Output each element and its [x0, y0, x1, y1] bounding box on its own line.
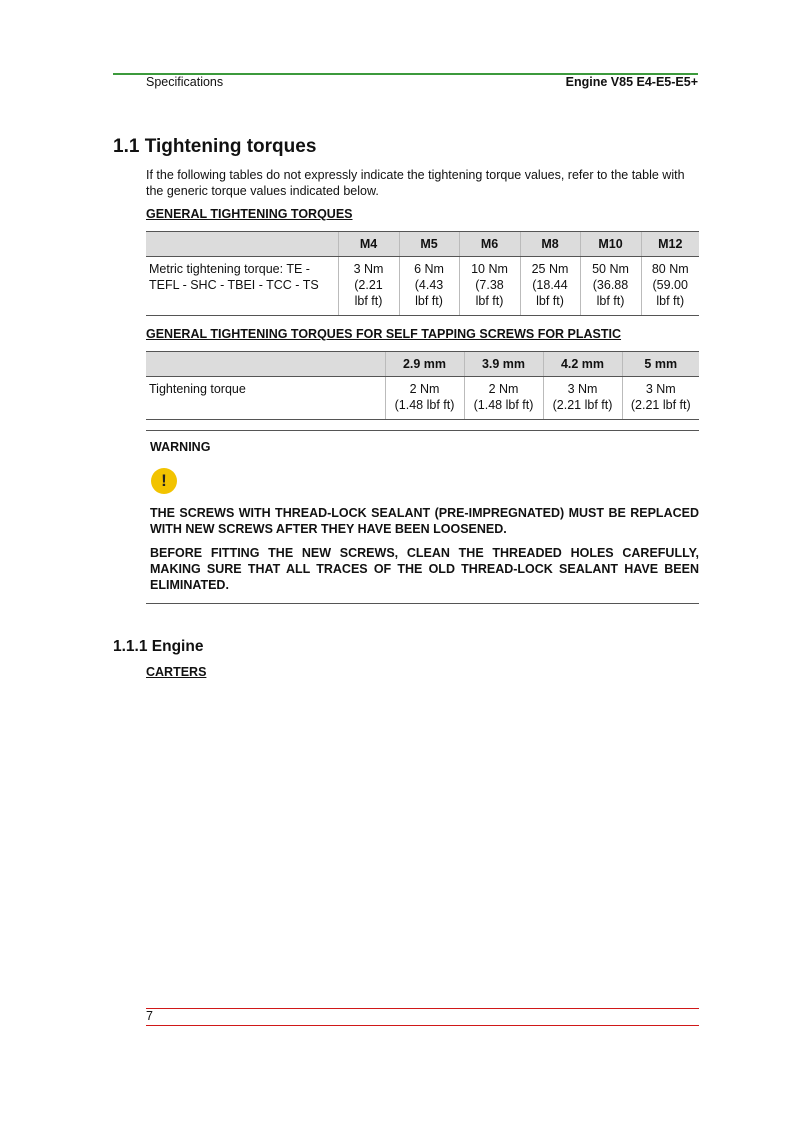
table-cell — [580, 257, 641, 316]
cell-unit: lbf ft) — [536, 294, 564, 308]
cell-nm: 3 Nm — [353, 262, 384, 276]
column-header: 3.9 mm — [464, 352, 543, 377]
page-number: 7 — [146, 1009, 153, 1023]
warning-paragraph-2: BEFORE FITTING THE NEW SCREWS, CLEAN THE THREADED HOLES CAREFULLY, MAKING SURE THAT ALL TRACES OF THE OLD THREAD-LOCK SEALANT HAVE BEEN ELIMINATED. — [150, 546, 699, 592]
torque-table-self-tapping — [146, 351, 699, 420]
column-header: M6 — [459, 232, 520, 257]
section-title: 1.1 Tightening torques — [113, 136, 317, 157]
table1-title: GENERAL TIGHTENING TORQUES — [146, 207, 353, 221]
cell-nm: 3 Nm — [645, 382, 676, 396]
header-document-title: Engine V85 E4-E5-E5+ — [565, 75, 698, 89]
table-row — [146, 257, 699, 316]
cell-nm: 6 Nm — [414, 262, 444, 276]
cell-lbf: (1.48 lbf ft) — [473, 398, 534, 412]
cell-nm: 50 Nm — [592, 262, 629, 276]
cell-nm: 80 Nm — [651, 262, 689, 276]
cell-unit: lbf ft) — [475, 294, 504, 308]
footer-rule-bottom — [146, 1025, 699, 1026]
column-header: 2.9 mm — [385, 352, 464, 377]
header-section-label: Specifications — [146, 75, 224, 89]
row-label: Metric tightening torque: TE - TEFL - SHC - TBEI - TCC - TS — [146, 257, 338, 316]
column-header: M10 — [580, 232, 641, 257]
cell-nm: 25 Nm — [531, 262, 569, 276]
table-cell — [459, 257, 520, 316]
torque-table-metric — [146, 231, 699, 316]
table-header-row — [146, 232, 699, 257]
table-cell — [385, 377, 464, 420]
subsection-title: 1.1.1 Engine — [113, 638, 204, 655]
row-label: Tightening torque — [146, 377, 385, 420]
column-header: M8 — [520, 232, 580, 257]
cell-nm: 2 Nm — [409, 382, 440, 396]
table-row — [146, 377, 699, 420]
column-header: M12 — [641, 232, 699, 257]
section-intro: If the following tables do not expressly indicate the tightening torque values, refer to the table with the generic torque values indicated below. — [146, 168, 685, 198]
cell-lbf: (59.00 — [652, 278, 688, 292]
cell-nm: 3 Nm — [567, 382, 598, 396]
cell-nm: 2 Nm — [488, 382, 519, 396]
cell-unit: lbf ft) — [415, 294, 443, 308]
cell-lbf: (1.48 lbf ft) — [394, 398, 455, 412]
table-cell — [464, 377, 543, 420]
warning-paragraph-1: THE SCREWS WITH THREAD-LOCK SEALANT (PRE-IMPREGNATED) MUST BE REPLACED WITH NEW SCREWS AFTER THEY HAVE BEEN LOOSENED. — [150, 506, 699, 536]
cell-lbf: (2.21 lbf ft) — [552, 398, 613, 412]
table-cell — [338, 257, 399, 316]
subsection-label: CARTERS — [146, 665, 207, 679]
footer-rule-top — [146, 1008, 699, 1009]
column-header: M5 — [399, 232, 459, 257]
table2-title: GENERAL TIGHTENING TORQUES FOR SELF TAPPING SCREWS FOR PLASTIC — [146, 327, 622, 341]
cell-lbf: (18.44 — [532, 278, 568, 292]
table-cell — [641, 257, 699, 316]
cell-lbf: (4.43 — [414, 278, 444, 292]
cell-unit: lbf ft) — [656, 294, 685, 308]
table-cell — [543, 377, 622, 420]
cell-nm: 10 Nm — [471, 262, 508, 276]
warning-title: WARNING — [150, 440, 211, 454]
cell-unit: lbf ft) — [596, 294, 625, 308]
column-header: M4 — [338, 232, 399, 257]
cell-lbf: (7.38 — [475, 278, 504, 292]
column-header: 4.2 mm — [543, 352, 622, 377]
table-cell — [622, 377, 699, 420]
table-cell — [520, 257, 580, 316]
column-header — [146, 232, 338, 257]
exclamation-icon: ! — [151, 468, 177, 494]
warning-box — [146, 430, 699, 604]
column-header — [146, 352, 385, 377]
table-header-row — [146, 352, 699, 377]
column-header: 5 mm — [622, 352, 699, 377]
cell-lbf: (2.21 — [354, 278, 383, 292]
cell-lbf: (2.21 lbf ft) — [630, 398, 691, 412]
cell-unit: lbf ft) — [354, 294, 383, 308]
table-cell — [399, 257, 459, 316]
cell-lbf: (36.88 — [592, 278, 629, 292]
